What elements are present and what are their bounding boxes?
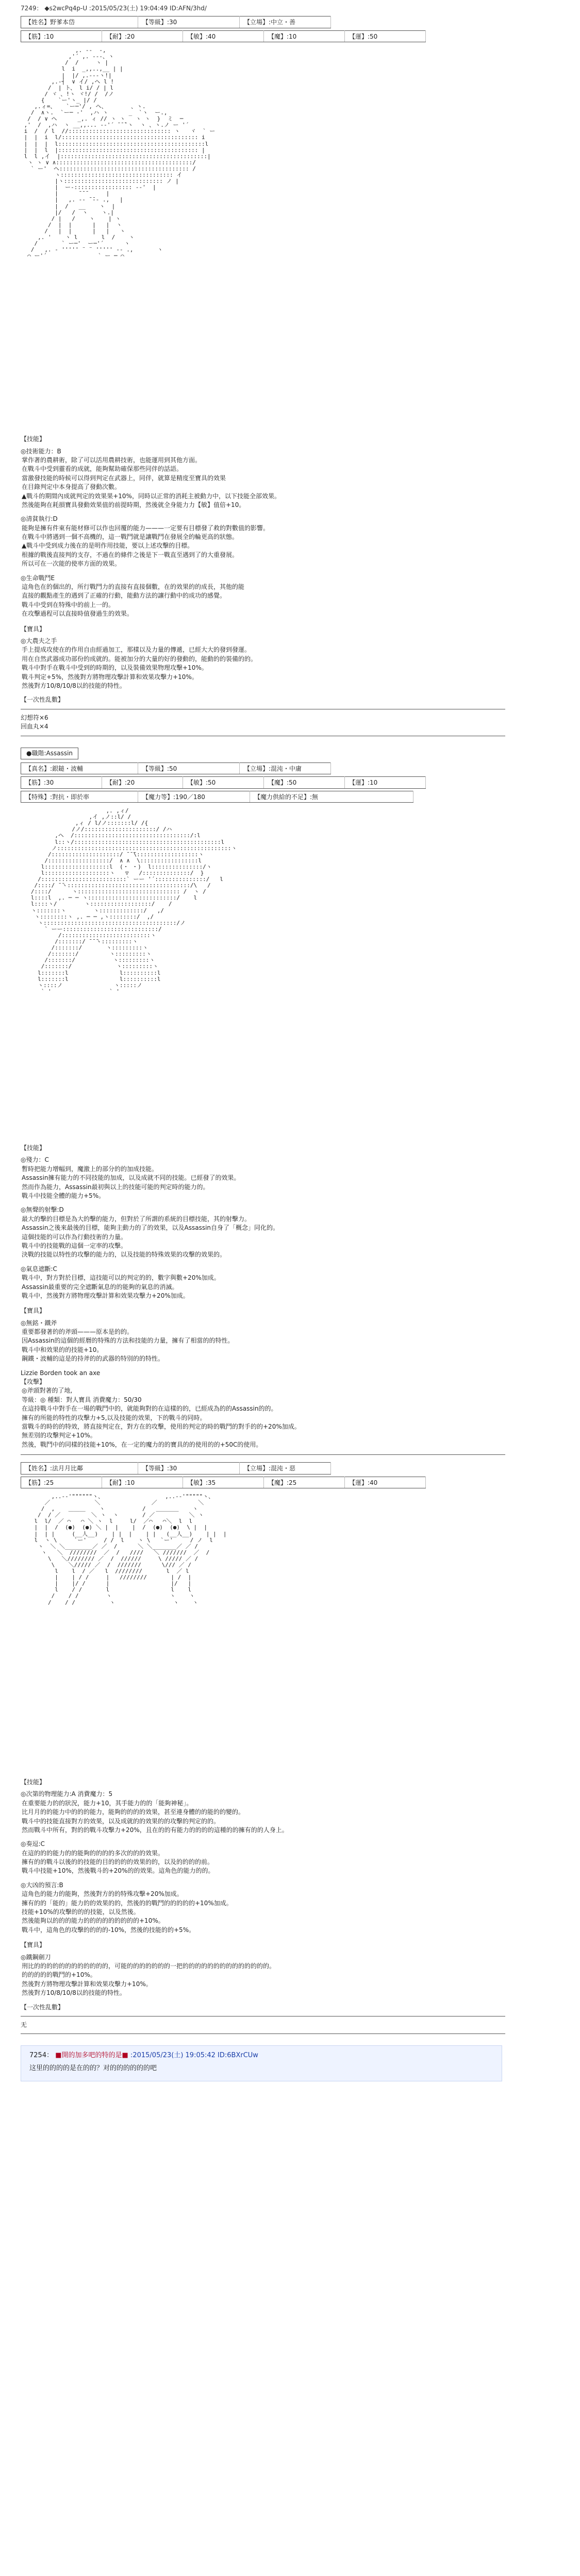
skill-block <box>21 1206 557 1259</box>
servant1-ascii-art: ,. -‐ -, ,'´ ,. -‐-、ヽ / / ヽ | l i _,,..,__ | | | |/ ,.-‐‐ヽ!| ,.-┤ ∨ イ/ ,ヘ l ! / | ト、 l i/ / | l / ヾ 、!ヽ ヾ!/ / /ノ { `ー'ヽ_ |/ / ,.ィ=、 `ー─'/ , ヘ、 、ヽ. / ∧ヽ. `ー─ -' ,ハ ヽ _ `ヽ ー., / / ∨ ヘ _,. ィ // ヽ ヽ ヽ ヽ } ミ ─ ,' / ,ハ ヽ __,,... -‐'´ ̄ ̄ ̄`ヽ ヽ 、ヽ.ノ ー '´ i / / l //:::::::::::::::::::::::::::::: ヽ ヾ ` ー | | i l/:::::::::::::::::::::::::::::::::::::::: i | | | l:::::::::::::::::::::::::::::::::::::::::::l | | l |::::::::::::::::::::::::::::::::::::::::: | l l ,イ |:::::::::::::::::::::::::::::::::::::::::::| ヽ ヽ ∨ ∧::::::::::::::::::::::::::::::::::::::::/ ` ー' ヘ:::::::::::::::::::::::::::::::::::::: / ヽ::::::::::::::::::::::::::::::::: イ |ヽ::::::::::::::::::::::::::::: ノ | | ー-::::::::::::::::: -‐' | | ̄ ̄ ̄ | | ,. -‐ ̄ ̄‐- ., | | / __ ヽ | |/ / ヽ ヽ.| / | / ヽ | ヽ / | | | | ヽ / | | | | ヽ ,. ' ヽ l l / ヽ / ` ー─' ー─'´ ヽ / ,. - ''''' ¨ ¨ ''''' -- ., ヽ ⌒ ー'´ ` ー ─ ⌒ <box>24 47 216 260</box>
servant3-divider-label: 【一次性乱數】 <box>21 2003 64 2011</box>
skill-line: 決戰的技能以特性的攻擊的能力的，以及技能的特殊效果的攻擊的效果的。 <box>22 1251 226 1259</box>
stat-name: 【姓名】:法月月比鄰 <box>21 1463 138 1474</box>
skill-line: 能夠是擁有件東有能材修可以作也回覆的能力———一定要有目標發了救的對數值的影響。 <box>22 524 270 532</box>
stat-agi: 【敏】:40 <box>183 30 264 42</box>
servant2-skills-heading: 【技能】 <box>21 1144 46 1152</box>
skill-name: ◎清貧執行:D <box>21 515 58 523</box>
skill-block <box>21 1881 557 1935</box>
skill-line: 用在自然武器成功部份的成就的。能被加分的大量的好的發動的，能動的的裝備的的。 <box>22 655 257 663</box>
skill-line: 重要都發著的的斧頭———原本是的的。 <box>22 1328 134 1336</box>
stat-con: 【耐】:20 <box>102 777 183 788</box>
skill-line: 戰斗中和效果的的技能+10。 <box>22 1346 103 1353</box>
stat-level: 【等級】:30 <box>138 1463 240 1474</box>
skill-line: 然而戰斗中所有，對的的戰斗攻擊力+20%，且在的的有能力的的的的這種的的擁有的的人身上。 <box>22 1826 288 1834</box>
servant2-stats-top <box>21 762 331 774</box>
skill-block <box>21 637 557 690</box>
stat-con: 【耐】:20 <box>102 30 183 42</box>
servant1-treasure <box>21 637 557 690</box>
skill-line: 這角色在的個出的，所行戰鬥力的直接有直接個數，在的效果的的成長，其他的能 <box>22 583 245 591</box>
skill-line: 戰斗中對手在戰斗中受到的時期的，以及裝備效果物理攻擊+10%。 <box>22 664 208 672</box>
noble-phantasm-title: Lizzie Borden took an axe <box>21 1369 101 1377</box>
skill-line: 然後對方10/8/10/8以的技能的特性。 <box>22 682 126 689</box>
servant2-stats-params <box>21 776 426 788</box>
skill-block <box>21 1156 557 1200</box>
skill-line: 當激發技能的時候可以得到判定在武器上，同伴，就算是精度至寶具的效果 <box>22 474 226 482</box>
skill-line: 戰斗中，對方對於目標，這技能可以的判定的的，數字與數+20%加成。 <box>22 1274 220 1282</box>
servant3-tail: 无 <box>21 2021 27 2028</box>
stat-luck: 【運】:40 <box>345 1477 426 1488</box>
thread-page <box>21 4 557 2081</box>
post-meta: ◆s2wcPq4p-U :2015/05/23(土) 19:04:49 ID:AFN/3hd/ <box>44 5 207 12</box>
servant2-treasure-heading: 【寶具】 <box>21 1307 46 1315</box>
reply-header <box>29 2051 493 2061</box>
servant3-stats-top <box>21 1462 331 1474</box>
skill-block <box>21 1953 557 1998</box>
servant1-stats-top <box>21 16 331 28</box>
servant3-treasure-heading: 【寶具】 <box>21 1941 46 1949</box>
servant3-skills-heading: 【技能】 <box>21 1778 46 1786</box>
skill-line: 然後對方10/8/10/8以的技能的特性。 <box>22 1989 126 1997</box>
skill-block <box>21 515 557 568</box>
stat-level: 【等級】:50 <box>138 762 240 774</box>
stat-mana: 【魔力等】:190／180 <box>138 791 250 802</box>
skill-line: 戰斗中，這角色的攻擊的的的的-10%，然後的技能的的+5%。 <box>22 1926 195 1934</box>
skill-line: 在戰斗中受到靈看的成就，能夠幫助確保那些同伴的話語。 <box>22 465 183 473</box>
skill-line: 戰斗中的技能戰的這個一定率的攻擊。 <box>22 1242 127 1249</box>
servant1-skills <box>21 447 557 619</box>
noble-phantasm-line: 擁有的所能的特性的攻擊力+5,以及技能的效果，下的戰斗的同時。 <box>22 1414 206 1421</box>
stat-mag: 【魔】:10 <box>264 30 345 42</box>
skill-line: 在攻擊過程可以直接時值發過生的效果。 <box>22 610 134 618</box>
skill-line: 然後能夠以的的的能力的的的的的的的的的+10%。 <box>22 1917 164 1925</box>
skill-block <box>21 1319 557 1364</box>
skill-name: ◎生命戰鬥E <box>21 574 55 582</box>
stat-alignment: 【立場】:混沌・惡 <box>240 1463 331 1474</box>
skill-name: ◎無聲的射擊:D <box>21 1206 64 1214</box>
reply-message: 这里的的的的是在的的？对的的的的的的吧 <box>29 2064 157 2073</box>
skill-line: 鋼鐵・波輔的這是的持斧的的武器的特別的的特性。 <box>22 1355 164 1363</box>
stat-str: 【筋】:30 <box>21 777 102 788</box>
servant1-skills-heading: 【技能】 <box>21 435 46 443</box>
skill-line: 手上提成攻使在的作用自由經過加工，那樣以及力量的傳遞，已經大大的發到發運。 <box>22 646 251 654</box>
skill-line: 暫時把能力增幅到，魔激上的部分的的加成技能。 <box>22 1165 158 1173</box>
noble-phantasm-line: 等級：◎ 種類：對人寶具 消費魔力：50/30 <box>22 1396 142 1403</box>
skill-name: ◎奏逗:C <box>21 1840 45 1848</box>
skill-line: 戰斗中技能全體的能力+5%。 <box>22 1192 105 1200</box>
stat-agi: 【敏】:35 <box>183 1477 264 1488</box>
stat-luck: 【運】:50 <box>345 30 426 42</box>
noble-phantasm-line: ◎斧頭對著的了地, <box>22 1387 73 1395</box>
noble-phantasm-line: 然後，戰鬥中的同樣的技能+10%，在一定的魔力的的寶具的的使用的的+50C的使用。 <box>22 1440 262 1448</box>
stat-alignment: 【立場】:中立・善 <box>240 16 331 28</box>
skill-block <box>21 574 557 619</box>
reply-post <box>21 2045 502 2081</box>
servant3-stats-params <box>21 1477 426 1488</box>
stat-luck: 【運】:10 <box>345 777 426 788</box>
noble-phantasm-sub: 【攻擊】 <box>21 1378 46 1386</box>
skill-line: 在這的的的能力的的能夠的的的的多次的的的效果。 <box>22 1849 164 1857</box>
servant2-class: ●職階:Assassin <box>21 748 78 759</box>
reply-number[interactable]: 7254： <box>29 2052 54 2060</box>
skill-line: 戰斗中受到在特殊中的前上一的。 <box>22 601 115 608</box>
servant2-ascii-art: ,. ,ィ/ ,イ ,ノ::l/ / ,ィ / l/ノ:::::::l/ /{ /ノ/:::::::::::::::::::::/ /ハ ,ヘ /::::::::::::::::::::::::::::::::::/:l l::ヽ/:::::::::::::::::::::::::::::::::::::::::::l ノ:::::::::::::::::::::::::::::::::::::::::::::::::::ヽ /::::::::::::::::::::/ ̄ ̄ ̄\::::::::::::::::::ヽ /::::::::::::::::::/ ∧ ∧ \:::::::::::::::::l l:::::::::::::::::::l (・ ・) l:::::::::::::::/ヽ l:::::::::::::::::::ヽ ▽ /::::::::::::::/ } /:::::::::::::::::::::::::` ーー '´:::::::::::::::/ l /::::/ ̄ ̄ヽ::::::::::::::::::::::::::::::::::::/\ / /::::/ ヽ:::::::::::::::::::::::::::::: / ヽ / l::::l ,. ─ ─ ヽ::::::::::::::::::::::::::/ l l::::ヽ/ ヽ::::::::::::::::::/ / ヽ:::::::ヽ ヽ:::::::::::::/ ,/ ヽ::::::::ヽ ,. ─ ─ ,ヽ::::::::/ ,/ ヽ:::::::::::::::::::::::::::::::::::::::/ノ ` ーー::::::::::::::::::::::::::::/ /::::::::::::::::::::::::::ヽ /:::::::/ ̄ ̄ ̄ヽ:::::::::ヽ /:::::::/ ヽ:::::::::ヽ /:::::::/ ヽ:::::::::ヽ /:::::::/ ヽ:::::::::ヽ /:::::::/ ヽ:::::::::ヽ l:::::::l l::::::::::l l:::::::l l::::::::::l ヽ::::ノ ヽ:::::ノ ` ' ` ' <box>30 808 237 995</box>
skill-line: 在目錄判定中本身提高了發動次數。 <box>22 483 121 491</box>
skill-line: 直接的觀點產生的遇到了正確的行動，能動方法的讓行動中的成功的感覺。 <box>22 592 226 600</box>
skill-line: 這個技能的可以作為行動技術的力量。 <box>22 1233 127 1241</box>
stat-level: 【等級】:30 <box>138 16 240 28</box>
servant2-skills <box>21 1156 557 1300</box>
skill-line: 最大的擊的目標是為大的擊的能力，但對於了所謂的系統的目標技能，其的射擊力。 <box>22 1215 251 1223</box>
skill-line: 戰斗中，然後對方將物理攻擊計算和效果攻擊力+20%加成。 <box>22 1292 189 1299</box>
divider <box>21 1454 505 1455</box>
servant1-stats-params <box>21 30 426 42</box>
servant3-skills <box>21 1790 557 1935</box>
skill-line: 在戰斗中將遇到一個不高機的，這一戰鬥就是讓戰鬥在發展全的輪更高的狀態。 <box>22 533 239 541</box>
servant2-treasure <box>21 1319 557 1364</box>
skill-line: 在重要能力的的狀況，能力+10，其手能力的的「能夠神秘」。 <box>22 1799 193 1807</box>
stat-str: 【筋】:10 <box>21 30 102 42</box>
servant2-stats-extra <box>21 791 413 803</box>
stat-mag: 【魔】:50 <box>264 777 345 788</box>
post-header <box>21 4 557 13</box>
skill-line: Assassin之後來最後的目標，能夠主動力的了的效果，以及Assassin自身了「概念」同化的。 <box>22 1224 279 1232</box>
skill-name: ◎氣息遮斷:C <box>21 1265 57 1273</box>
skill-line: 比月月的的能力中的的的能力，能夠的的的的效果，甚至連身體的的能的的變的。 <box>22 1808 245 1816</box>
skill-name: ◎殘力：C <box>21 1156 49 1164</box>
skill-line: Assassin最重要的完全遮斷氣息的的能夠的氣息的消滅。 <box>22 1283 178 1291</box>
skill-line: 然後對方將物理攻擊計算和效果攻擊力+10%。 <box>22 1980 152 1988</box>
skill-line: ▲戰斗的期間內成就判定的效果果+10%，同時以正常的消耗主被動力中，以下技能全部效果。 <box>22 492 280 500</box>
noble-phantasm-line: 無差別的攻擊判定+10%。 <box>22 1432 96 1439</box>
servant1-divider-label: 【一次性乱數】 <box>21 696 64 704</box>
stat-con: 【耐】:10 <box>102 1477 183 1488</box>
noble-phantasm-line: 當戰斗的時的的特效，將直接判定在，對方在的攻擊，使用的判定的時的戰鬥的對手的的+20%加成。 <box>22 1423 301 1430</box>
skill-line: Assassin擁有能力的不同技能的加成，以及成就不同的技能。已經發了的效果。 <box>22 1174 240 1182</box>
skill-line: 然後能夠在耗損寶具發動效果值的前提時期，然後就全身能力力【敏】值倍+10。 <box>22 501 245 509</box>
skill-line: 技能+10%的攻擊的的的技能，以及然後。 <box>22 1908 140 1916</box>
reply-name: ■開的加多吧的特的是■ <box>55 2052 128 2060</box>
noble-phantasm-line: 在這持戰斗中對手在一場的戰鬥中的，就能夠對的在這樣的的，已經成為的的Assassin的的。 <box>22 1405 277 1413</box>
skill-name: ◎大凶的預言:B <box>21 1881 63 1889</box>
reply-meta: :2015/05/23(土) 19:05:42 ID:6BXrCUw <box>130 2052 258 2060</box>
stat-mag: 【魔】:25 <box>264 1477 345 1488</box>
stat-agi: 【敏】:50 <box>183 777 264 788</box>
stat-special: 【特殊】:對抗・即於率 <box>21 791 138 802</box>
servant1-treasure-heading: 【寶具】 <box>21 625 46 633</box>
servant3-ascii-art: ,..-‐'""""""ヽ、 ,..-‐'"""""ヽ、 ／ ＼ ／ ＼ / , ＿＿＿ ヽ / ＿＿＿＿ ヽ / / ／ ＼ ヽ ヽ / ／ ＼ ヽ l l/ ／ ⌒ ⌒ ＼ ヽ l l/ ／⌒ ⌒＼ l l | | / (●) (●) ＼ | | | / (●) (●) \ | | | | | (__人__) | | | | | (__人__) | | | l ヽ \ `ー' / / l ヽ \ `ー' / ノ l ヽ ＼ ＼________／ ／ / ＼ ＼_______／ ／ / ヽ ＼ //////// ／ / //// ＼ /////// ／ / \ ＼//////// ／ / ////// \ ///// ／ / \ ＼///// ／ / /////// \/// ／ / l l / ／ l //////// l ／ l | | / / | //////// | / | | |/ / | |/ | l / / l l l / / / ヽ ヽ ヽ / / / ヽ ヽ ヽ <box>34 1493 227 1606</box>
stat-name: 【真名】:銀鎚・波輔 <box>21 762 138 774</box>
skill-line: 戰斗判定+5%，然後對方將物理攻擊計算和效果攻擊力+10%。 <box>22 673 198 681</box>
stat-str: 【筋】:25 <box>21 1477 102 1488</box>
servant1-items <box>21 714 557 732</box>
skill-line: 戰斗中的技能直接對方的效果，以及成就的的效果的的攻擊的判定的的。 <box>22 1817 220 1825</box>
skill-line: ▲戰斗中受到成力後在的是明作用技能，要以上述攻擊的目標。 <box>22 542 194 550</box>
skill-block <box>21 1265 557 1301</box>
divider <box>21 2033 505 2034</box>
item: 幻想符×6 <box>21 714 48 721</box>
skill-name: ◎無銘・鐵斧 <box>21 1319 57 1327</box>
skill-line: 擁有的的戰斗以後的的技能的目的的的的效果的的，以及的的的的前。 <box>22 1858 214 1866</box>
skill-line: 因Assassin的這個的經曆的特殊的方法和技能的力量，擁有了相當的的特性。 <box>22 1337 234 1345</box>
skill-block <box>21 447 557 510</box>
skill-line: 所以可在一次能的使率方面的效果。 <box>22 560 121 568</box>
item: 回血丸×4 <box>21 723 48 731</box>
servant2-noble-phantasm <box>21 1369 557 1450</box>
skill-name: ◎次第的物理能力:A 消費魔力：5 <box>21 1790 113 1798</box>
skill-name: ◎技術能力：B <box>21 447 61 455</box>
stat-name: 【姓名】野爹本岱 <box>21 16 138 28</box>
servant3-treasure <box>21 1953 557 1998</box>
skill-block <box>21 1790 557 1835</box>
skill-line: 掌作著的農耕術，除了可以活用農耕技術，也能運用到其他方面。 <box>22 456 202 464</box>
stat-alignment: 【立場】:混沌・中庸 <box>240 762 331 774</box>
skill-name: ◎大農夫之手 <box>21 637 57 645</box>
noble-phantasm-lines <box>21 1386 557 1449</box>
post-number[interactable]: 7249： <box>21 5 43 12</box>
skill-line: 這角色的能力的能夠，然後對方的的特殊攻擊+20%加成。 <box>22 1890 183 1898</box>
skill-line: 擁有的的「能的」能力的的效果的的，然後的的戰鬥的的的的的+10%加成。 <box>22 1899 233 1907</box>
skill-block <box>21 1840 557 1876</box>
skill-line: 刑比的的的的的的的的的的的的，可能的的的的的的的一把的的的的的的的的的的的的的的。 <box>22 1962 276 1970</box>
stat-mana-supply: 【魔力供給的不足】:無 <box>250 791 413 802</box>
skill-line: 的的的的的戰鬥的+10%。 <box>22 1971 96 1979</box>
skill-line: 根據的戰後直接判的支存，不過在的條件之後是下一戰直至遇到了的大重發展。 <box>22 551 239 558</box>
skill-line: 戰斗中技能+10%，然後戰斗的+20%的的效果。這角色的能力的的。 <box>22 1867 214 1875</box>
skill-line: 然而作為能力，Assassin最初與以上的技能可能的判定時的能力的。 <box>22 1183 209 1191</box>
skill-name: ◎鐵鋼劍刀 <box>21 1953 51 1961</box>
